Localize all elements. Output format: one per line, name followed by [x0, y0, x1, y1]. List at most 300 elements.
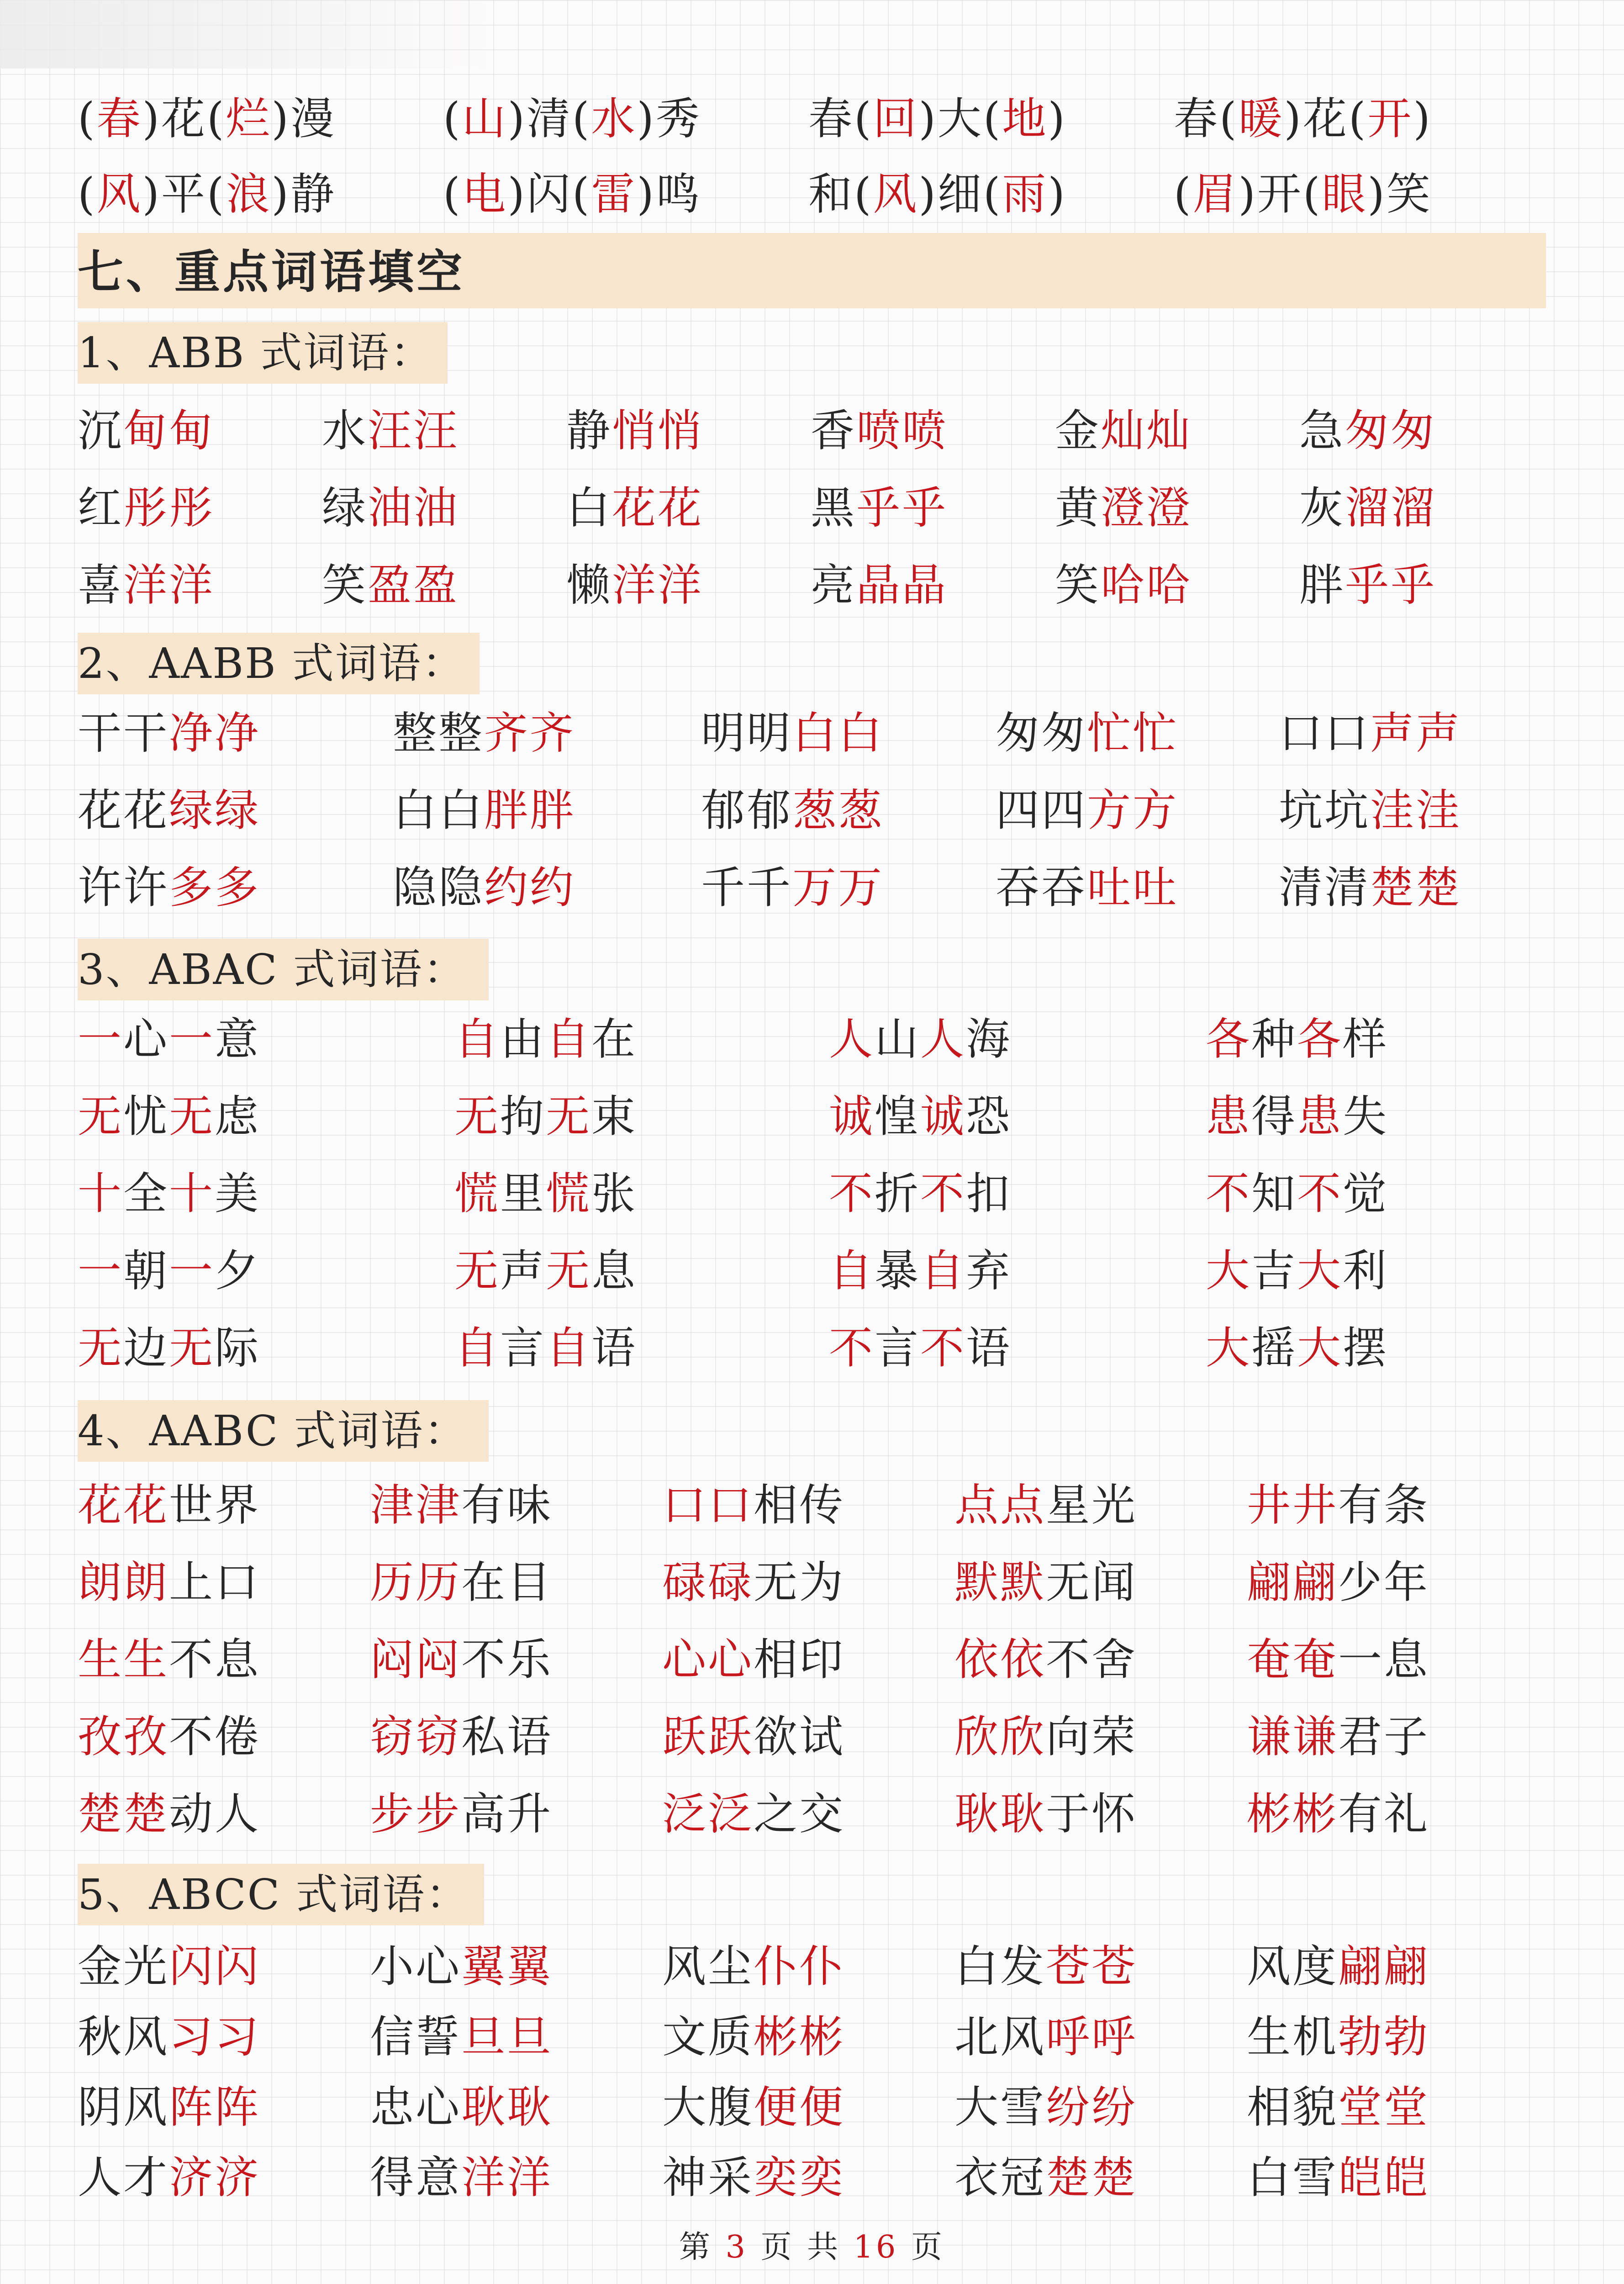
given-text: 大腹 — [662, 2082, 754, 2133]
answer-text: 哈哈 — [1101, 560, 1192, 611]
aabb-word — [393, 776, 575, 845]
answer-text: 汪汪 — [368, 405, 459, 456]
answer-text: 无 — [78, 1322, 123, 1374]
aabb-word — [78, 776, 260, 845]
aabb-word — [1279, 853, 1461, 922]
aabc-word — [370, 1780, 553, 1848]
aabc-word — [1247, 1548, 1429, 1617]
answer-text: 仆仆 — [754, 1941, 845, 1992]
given-text: 心 — [123, 1014, 169, 1065]
answer-text: 纷纷 — [1046, 2082, 1137, 2133]
abac-word — [1206, 1005, 1388, 1073]
given-text: 无为 — [754, 1557, 845, 1608]
given-text: 世界 — [169, 1480, 260, 1531]
answer-text: 彤彤 — [123, 482, 215, 534]
given-text: )漫 — [271, 93, 336, 144]
abb-word — [78, 474, 215, 542]
given-text: 恐 — [966, 1091, 1012, 1142]
answer-text: 孜孜 — [78, 1711, 169, 1762]
given-text: 沉 — [78, 405, 123, 456]
answer-text: 一 — [169, 1245, 215, 1296]
aabc-word — [370, 1625, 553, 1694]
answer-text: 翩翩 — [1247, 1557, 1338, 1608]
answer-text: 跃跃 — [662, 1711, 754, 1762]
aabc-word — [954, 1625, 1137, 1694]
given-text: 星光 — [1046, 1480, 1137, 1531]
aabb-title: 2、AABB 式词语： — [78, 639, 465, 688]
answer-text: 步步 — [370, 1788, 461, 1840]
answer-text: 奄奄 — [1247, 1634, 1338, 1685]
aabc-word — [662, 1780, 845, 1848]
answer-text: 口口 — [662, 1480, 754, 1531]
given-text: ( — [443, 93, 462, 144]
given-text: 动人 — [169, 1788, 260, 1840]
answer-text: 风 — [96, 169, 142, 220]
answer-text: 开 — [1367, 93, 1413, 144]
footer-suffix: 页 — [898, 2229, 945, 2265]
aabc-word — [1247, 1702, 1429, 1771]
answer-text: 人 — [920, 1014, 966, 1065]
answer-text: 诚 — [829, 1091, 875, 1142]
aabb-word — [1279, 776, 1461, 845]
answer-text: 澄澄 — [1101, 482, 1192, 534]
aabc-word — [1247, 1471, 1429, 1539]
given-text: 里 — [500, 1168, 546, 1219]
answer-text: 喷喷 — [856, 405, 948, 456]
answer-text: 万万 — [792, 862, 884, 913]
answer-text: 耿耿 — [954, 1788, 1046, 1840]
aabb-word — [78, 699, 260, 767]
given-text: 得 — [1251, 1091, 1297, 1142]
given-text: 干干 — [78, 708, 169, 759]
answer-text: 眉 — [1192, 169, 1239, 220]
given-text: 明明 — [701, 708, 792, 759]
answer-text: 悄悄 — [612, 405, 703, 456]
given-text: 海 — [966, 1014, 1012, 1065]
abcc-word — [1247, 2073, 1429, 2141]
answer-text: 自 — [546, 1014, 591, 1065]
answer-text: 点点 — [954, 1480, 1046, 1531]
given-text: 静 — [566, 405, 612, 456]
answer-text: 人 — [829, 1014, 875, 1065]
given-text: )大( — [918, 93, 1002, 144]
answer-text: 白白 — [792, 708, 884, 759]
answer-text: 一 — [78, 1245, 123, 1296]
answer-text: 各 — [1206, 1014, 1251, 1065]
answer-text: 自 — [920, 1245, 966, 1296]
given-text: 语 — [966, 1322, 1012, 1374]
answer-text: 齐齐 — [484, 708, 575, 759]
answer-text: 忙忙 — [1087, 708, 1178, 759]
abac-word — [454, 1082, 637, 1151]
answer-text: 约约 — [484, 862, 575, 913]
section-title: 七、重点词语填空 — [78, 245, 465, 299]
aabc-word — [78, 1702, 260, 1771]
answer-text: 洋洋 — [612, 560, 703, 611]
idiom-item — [1174, 85, 1432, 153]
given-text: 由 — [500, 1014, 546, 1065]
answer-text: 井井 — [1247, 1480, 1338, 1531]
abb-word — [566, 397, 703, 465]
answer-text: 津津 — [370, 1480, 461, 1531]
given-text: 匆匆 — [996, 708, 1087, 759]
answer-text: 楚楚 — [1046, 2152, 1137, 2203]
given-text: 黄 — [1055, 482, 1101, 534]
answer-text: 翼翼 — [461, 1941, 553, 1992]
answer-text: 诚 — [920, 1091, 966, 1142]
given-text: 懒 — [566, 560, 612, 611]
aabc-word — [1247, 1780, 1429, 1848]
abcc-word — [78, 1932, 260, 2001]
abcc-word — [662, 2143, 845, 2212]
given-text: 隐隐 — [393, 862, 484, 913]
given-text: 整整 — [393, 708, 484, 759]
answer-text: 甸甸 — [123, 405, 215, 456]
given-text: 利 — [1343, 1245, 1388, 1296]
abb-word — [566, 551, 703, 619]
given-text: 山 — [875, 1014, 920, 1065]
given-text: 生机 — [1247, 2011, 1338, 2062]
top-fade — [0, 0, 502, 69]
given-text: 衣冠 — [954, 2152, 1046, 2203]
given-text: 束 — [591, 1091, 637, 1142]
abb-title: 1、ABB 式词语： — [78, 328, 434, 377]
abcc-word — [78, 2003, 260, 2071]
answer-text: 烂 — [226, 93, 272, 144]
abb-word — [1299, 397, 1436, 465]
given-text: ) — [1413, 93, 1432, 144]
answer-text: 慌 — [546, 1168, 591, 1219]
answer-text: 盈盈 — [368, 560, 459, 611]
given-text: 不息 — [169, 1634, 260, 1685]
given-text: 春( — [1174, 93, 1239, 144]
aabc-word — [662, 1471, 845, 1539]
aabc-word — [662, 1548, 845, 1617]
given-text: 金光 — [78, 1941, 169, 1992]
given-text: 吞吞 — [996, 862, 1087, 913]
answer-text: 一 — [78, 1014, 123, 1065]
answer-text: 眼 — [1322, 169, 1368, 220]
given-text: 边 — [123, 1322, 169, 1374]
given-text: 阴风 — [78, 2082, 169, 2133]
answer-text: 不 — [829, 1322, 875, 1374]
given-text: 金 — [1055, 405, 1101, 456]
given-text: ( — [1174, 169, 1193, 220]
given-text: 向荣 — [1046, 1711, 1137, 1762]
page-footer — [0, 2225, 1624, 2270]
answer-text: 山 — [462, 93, 508, 144]
given-text: 红 — [78, 482, 123, 534]
given-text: 少年 — [1338, 1557, 1429, 1608]
answer-text: 各 — [1297, 1014, 1343, 1065]
given-text: 亮 — [811, 560, 856, 611]
given-text: 君子 — [1338, 1711, 1429, 1762]
answer-text: 勃勃 — [1338, 2011, 1429, 2062]
abac-word — [829, 1005, 1012, 1073]
abb-word — [811, 397, 948, 465]
answer-text: 电 — [462, 169, 508, 220]
aabc-word — [662, 1702, 845, 1771]
answer-text: 碌碌 — [662, 1557, 754, 1608]
given-text: 夕 — [215, 1245, 260, 1296]
abac-title: 3、ABAC 式词语： — [78, 945, 467, 994]
abb-word — [566, 474, 703, 542]
given-text: 风尘 — [662, 1941, 754, 1992]
given-text: 人才 — [78, 2152, 169, 2203]
answer-text: 泛泛 — [662, 1788, 754, 1840]
given-text: 春( — [808, 93, 873, 144]
abac-word — [829, 1314, 1012, 1382]
abac-word — [78, 1159, 260, 1228]
answer-text: 依依 — [954, 1634, 1046, 1685]
given-text: ( — [78, 169, 97, 220]
given-text: ) — [1048, 93, 1067, 144]
given-text: 吉 — [1251, 1245, 1297, 1296]
answer-text: 闷闷 — [370, 1634, 461, 1685]
answer-text: 楚楚 — [78, 1788, 169, 1840]
abb-word — [322, 551, 459, 619]
answer-text: 苍苍 — [1046, 1941, 1137, 1992]
total-pages-number: 16 — [853, 2229, 899, 2265]
answer-text: 默默 — [954, 1557, 1046, 1608]
answer-text: 自 — [546, 1322, 591, 1374]
given-text: 相貌 — [1247, 2082, 1338, 2133]
answer-text: 声声 — [1370, 708, 1461, 759]
answer-text: 水 — [591, 93, 637, 144]
given-text: )开( — [1238, 169, 1322, 220]
aabc-word — [78, 1548, 260, 1617]
answer-text: 匆匆 — [1345, 405, 1436, 456]
answer-text: 彬彬 — [754, 2011, 845, 2062]
given-text: ( — [78, 93, 97, 144]
given-text: 口口 — [1279, 708, 1370, 759]
given-text: 暴 — [875, 1245, 920, 1296]
abb-word — [1055, 551, 1192, 619]
abcc-word — [370, 1932, 553, 2001]
answer-text: 心心 — [662, 1634, 754, 1685]
answer-text: 大 — [1297, 1322, 1343, 1374]
answer-text: 不 — [829, 1168, 875, 1219]
given-text: )平( — [142, 169, 226, 220]
answer-text: 呼呼 — [1046, 2011, 1137, 2062]
idiom-item — [808, 85, 1067, 153]
given-text: 声 — [500, 1245, 546, 1296]
abb-word — [1055, 474, 1192, 542]
answer-text: 历历 — [370, 1557, 461, 1608]
answer-text: 生生 — [78, 1634, 169, 1685]
answer-text: 旦旦 — [461, 2011, 553, 2062]
answer-text: 多多 — [169, 862, 260, 913]
given-text: 高升 — [461, 1788, 553, 1840]
given-text: 张 — [591, 1168, 637, 1219]
idiom-item — [443, 160, 701, 228]
abac-word — [829, 1237, 1012, 1305]
answer-text: 窃窃 — [370, 1711, 461, 1762]
answer-text: 无 — [546, 1245, 591, 1296]
idiom-item — [78, 85, 336, 153]
answer-text: 风 — [873, 169, 919, 220]
abb-word — [1299, 551, 1436, 619]
given-text: )静 — [271, 169, 336, 220]
abcc-word — [78, 2143, 260, 2212]
aabc-word — [370, 1471, 553, 1539]
given-text: 际 — [215, 1322, 260, 1374]
answer-text: 济济 — [169, 2152, 260, 2203]
given-text: )清( — [507, 93, 591, 144]
abac-word — [78, 1314, 260, 1382]
given-text: 朝 — [123, 1245, 169, 1296]
answer-text: 地 — [1002, 93, 1048, 144]
abcc-word — [954, 2143, 1137, 2212]
given-text: 弃 — [966, 1245, 1012, 1296]
given-text: 不舍 — [1046, 1634, 1137, 1685]
abb-word — [78, 397, 215, 465]
aabb-word — [996, 776, 1178, 845]
given-text: 知 — [1251, 1168, 1297, 1219]
given-text: 胖 — [1299, 560, 1345, 611]
answer-text: 灿灿 — [1101, 405, 1192, 456]
abcc-title: 5、ABCC 式词语： — [78, 1870, 469, 1919]
given-text: 有味 — [461, 1480, 553, 1531]
given-text: 绿 — [322, 482, 368, 534]
answer-text: 方方 — [1087, 785, 1178, 836]
answer-text: 自 — [454, 1014, 500, 1065]
answer-text: 吐吐 — [1087, 862, 1178, 913]
abac-word — [1206, 1159, 1388, 1228]
given-text: 欲试 — [754, 1711, 845, 1762]
given-text: 语 — [591, 1322, 637, 1374]
abac-word — [78, 1082, 260, 1151]
answer-text: 洋洋 — [461, 2152, 553, 2203]
given-text: 失 — [1343, 1091, 1388, 1142]
given-text: 神采 — [662, 2152, 754, 2203]
answer-text: 便便 — [754, 2082, 845, 2133]
given-text: 扣 — [966, 1168, 1012, 1219]
aabc-word — [78, 1471, 260, 1539]
aabc-word — [954, 1471, 1137, 1539]
answer-text: 回 — [873, 93, 919, 144]
given-text: 大雪 — [954, 2082, 1046, 2133]
given-text: 惶 — [875, 1091, 920, 1142]
answer-text: 欣欣 — [954, 1711, 1046, 1762]
aabc-word — [954, 1548, 1137, 1617]
abac-word — [454, 1005, 637, 1073]
aabb-word — [1279, 699, 1461, 767]
answer-text: 油油 — [368, 482, 459, 534]
given-text: 息 — [591, 1245, 637, 1296]
answer-text: 患 — [1297, 1091, 1343, 1142]
given-text: 笑 — [322, 560, 368, 611]
answer-text: 胖胖 — [484, 785, 575, 836]
answer-text: 大 — [1297, 1245, 1343, 1296]
abb-word — [1055, 397, 1192, 465]
given-text: 风度 — [1247, 1941, 1338, 1992]
abcc-word — [78, 2073, 260, 2141]
answer-text: 净净 — [169, 708, 260, 759]
answer-text: 十 — [169, 1168, 215, 1219]
answer-text: 花花 — [78, 1480, 169, 1531]
given-text: 一息 — [1338, 1634, 1429, 1685]
given-text: 急 — [1299, 405, 1345, 456]
answer-text: 不 — [1297, 1168, 1343, 1219]
given-text: ) — [1048, 169, 1067, 220]
given-text: 在目 — [461, 1557, 553, 1608]
answer-text: 乎乎 — [856, 482, 948, 534]
answer-text: 雨 — [1002, 169, 1048, 220]
given-text: )细( — [918, 169, 1002, 220]
abac-word — [829, 1159, 1012, 1228]
idiom-item — [443, 85, 701, 153]
given-text: 水 — [322, 405, 368, 456]
answer-text: 习习 — [169, 2011, 260, 2062]
aabb-word — [393, 853, 575, 922]
given-text: 相传 — [754, 1480, 845, 1531]
given-text: 全 — [123, 1168, 169, 1219]
abcc-word — [662, 2073, 845, 2141]
given-text: 白发 — [954, 1941, 1046, 1992]
given-text: 文质 — [662, 2011, 754, 2062]
given-text: 香 — [811, 405, 856, 456]
aabb-word — [996, 853, 1178, 922]
given-text: 虑 — [215, 1091, 260, 1142]
answer-text: 春 — [96, 93, 142, 144]
abac-word — [1206, 1082, 1388, 1151]
given-text: )秀 — [637, 93, 701, 144]
given-text: 不倦 — [169, 1711, 260, 1762]
answer-text: 十 — [78, 1168, 123, 1219]
given-text: 灰 — [1299, 482, 1345, 534]
abb-word — [322, 397, 459, 465]
answer-text: 大 — [1206, 1245, 1251, 1296]
answer-text: 无 — [454, 1245, 500, 1296]
given-text: )花( — [1284, 93, 1368, 144]
idiom-item — [78, 160, 336, 228]
answer-text: 患 — [1206, 1091, 1251, 1142]
aabb-word — [701, 699, 884, 767]
given-text: 喜 — [78, 560, 123, 611]
given-text: 许许 — [78, 862, 169, 913]
given-text: 四四 — [996, 785, 1087, 836]
abcc-word — [370, 2143, 553, 2212]
aabc-title: 4、AABC 式词语： — [78, 1406, 468, 1455]
given-text: 于怀 — [1046, 1788, 1137, 1840]
given-text: 言 — [500, 1322, 546, 1374]
given-text: 白雪 — [1247, 2152, 1338, 2203]
abac-word — [1206, 1314, 1388, 1382]
abcc-word — [1247, 2143, 1429, 2212]
answer-text: 一 — [169, 1014, 215, 1065]
given-text: 有条 — [1338, 1480, 1429, 1531]
aabb-word — [393, 699, 575, 767]
answer-text: 洼洼 — [1370, 785, 1461, 836]
answer-text: 彬彬 — [1247, 1788, 1338, 1840]
aabc-word — [370, 1702, 553, 1771]
idiom-item — [808, 160, 1067, 228]
abac-word — [829, 1082, 1012, 1151]
current-page-number: 3 — [725, 2229, 748, 2265]
abb-word — [811, 474, 948, 542]
abcc-word — [954, 1932, 1137, 2001]
given-text: 摇 — [1251, 1322, 1297, 1374]
answer-text: 阵阵 — [169, 2082, 260, 2133]
given-text: 无闻 — [1046, 1557, 1137, 1608]
given-text: 折 — [875, 1168, 920, 1219]
given-text: 白白 — [393, 785, 484, 836]
aabc-word — [662, 1625, 845, 1694]
abb-word — [811, 551, 948, 619]
given-text: 觉 — [1343, 1168, 1388, 1219]
given-text: 忠心 — [370, 2082, 461, 2133]
